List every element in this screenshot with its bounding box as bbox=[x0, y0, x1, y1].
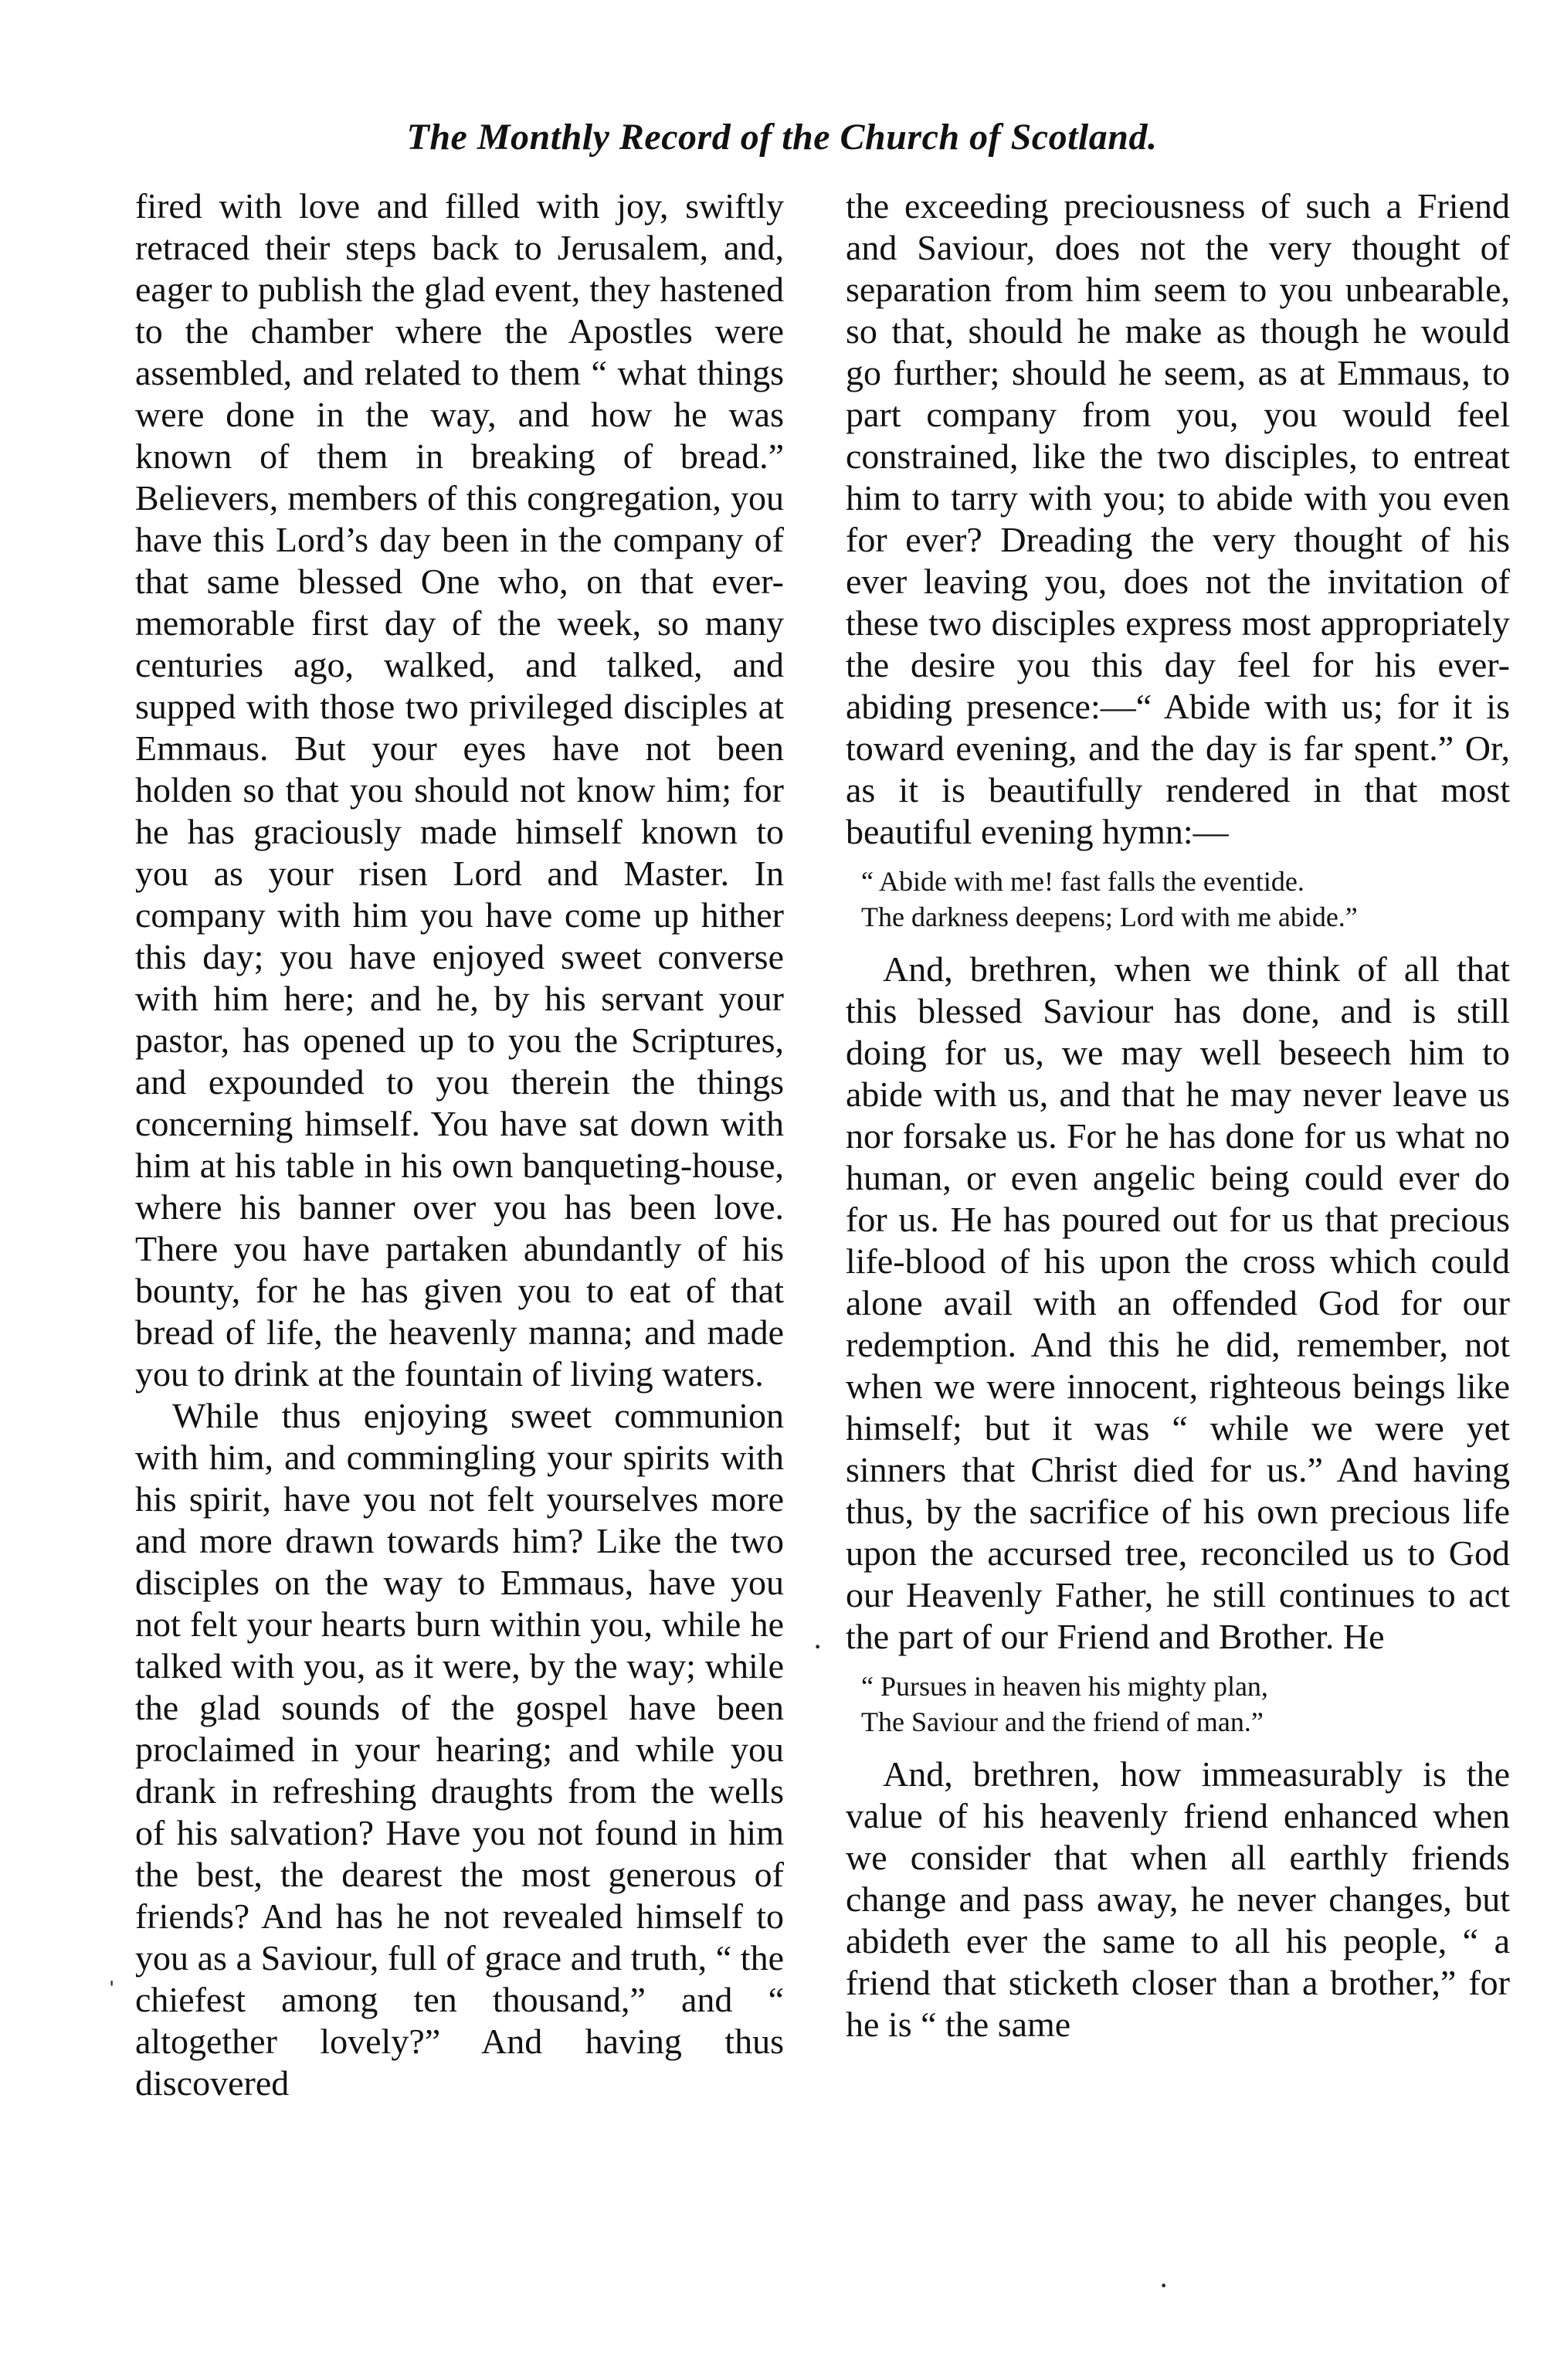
hymn-quote-1-line-2: The darkness deepens; Lord with me abide.” bbox=[861, 901, 1358, 932]
hymn-quote-2-line-2: The Saviour and the friend of man.” bbox=[861, 1706, 1264, 1737]
right-paragraph-1: the exceeding preciousness of such a Friend and Saviour, does not the very thought of separation from him seem to you unbearable, so that, should he make as though he would go further; should he seem, as at Emmaus, to part company from you, you would feel constrained, like the two disciples, to entreat him to tarry with you; to abide with you even for ever? Dreading the very thought of his ever leaving you, does not the invitation of these two disciples express most appropriately the desire you this day feel for his ever-abiding presence:—“ Abide with us; for it is toward evening, and the day is far spent.” Or, as it is beautifully rendered in that most beautiful evening hymn:— bbox=[846, 186, 1510, 851]
hymn-quote-1-line-1: “ Abide with me! fast falls the eventide. bbox=[861, 866, 1304, 897]
running-header: The Monthly Record of the Church of Scotland. bbox=[406, 117, 1158, 158]
left-paragraph-1: fired with love and filled with joy, swiftly retraced their steps back to Jerusalem, and, eager to publish the glad event, they hastened to the chamber where the Apostles were assembled, and related to them “ what things were done in the way, and how he was known of them in breaking of bread.” Believers, members of this congregation, you have this Lord’s day been in the company of that same blessed One who, on that ever-memorable first day of the week, so many centuries ago, walked, and talked, and supped with those two privileged disciples at Emmaus. But your eyes have not been holden so that you should not know him; for he has graciously made himself known to you as your risen Lord and Master. In company with him you have come up hither this day; you have enjoyed sweet converse with him here; and he, by his servant your pastor, has opened up to you the Scriptures, and expounded to you therein the things concerning himself. You have sat down with him at his table in his own banqueting-house, where his banner over you has been love. There you have partaken abundantly of his bounty, for he has given you to eat of that bread of life, the heavenly manna; and made you to drink at the fountain of living waters. bbox=[135, 186, 784, 1394]
margin-dot-mark: · bbox=[813, 1629, 823, 1664]
footer-dot-mark: · bbox=[1159, 2268, 1169, 2303]
right-paragraph-2: And, brethren, when we think of all that this blessed Saviour has done, and is still doing for us, we may well beseech him to abide with us, and that he may never leave us nor forsake us. For he has done for us what no human, or even angelic being could ever do for us. He has poured out for us that precious life-blood of his upon the cross which could alone avail with an offended God for our redemption. And this he did, remember, not when we were innocent, righteous beings like himself; but it was “ while we were yet sinners that Christ died for us.” And having thus, by the sacrifice of his own precious life upon the accursed tree, reconciled us to God our Heavenly Father, he still continues to act the part of our Friend and Brother. He bbox=[846, 949, 1510, 1656]
left-paragraph-2: While thus enjoying sweet communion with him, and commingling your spirits with his spirit, have you not felt yourselves more and more drawn towards him? Like the two disciples on the way to Emmaus, have you not felt your hearts burn within you, while he talked with you, as it were, by the way; while the glad sounds of the gospel have been proclaimed in your hearing; and while you drank in refreshing draughts from the wells of his salvation? Have you not found in him the best, the dearest the most generous of friends? And has he not revealed himself to you as a Saviour, full of grace and truth, “ the chiefest among ten thousand,” and “ altogether lovely?” And having thus discovered bbox=[135, 1396, 784, 2103]
hymn-quote-2-line-1: “ Pursues in heaven his mighty plan, bbox=[861, 1671, 1268, 1702]
right-paragraph-3: And, brethren, how immeasurably is the value of his heavenly friend enhanced when we consider that when all earthly friends change and pass away, he never changes, but abideth ever the same to all his people, “ a friend that sticketh closer than a brother,” for he is “ the same bbox=[846, 1754, 1510, 2044]
hymn-quote-2 bbox=[861, 1669, 1510, 1740]
left-column bbox=[135, 185, 784, 2104]
margin-tick-mark: ˈ bbox=[107, 1974, 117, 2009]
right-column bbox=[846, 185, 1510, 2046]
hymn-quote-1 bbox=[861, 864, 1510, 935]
